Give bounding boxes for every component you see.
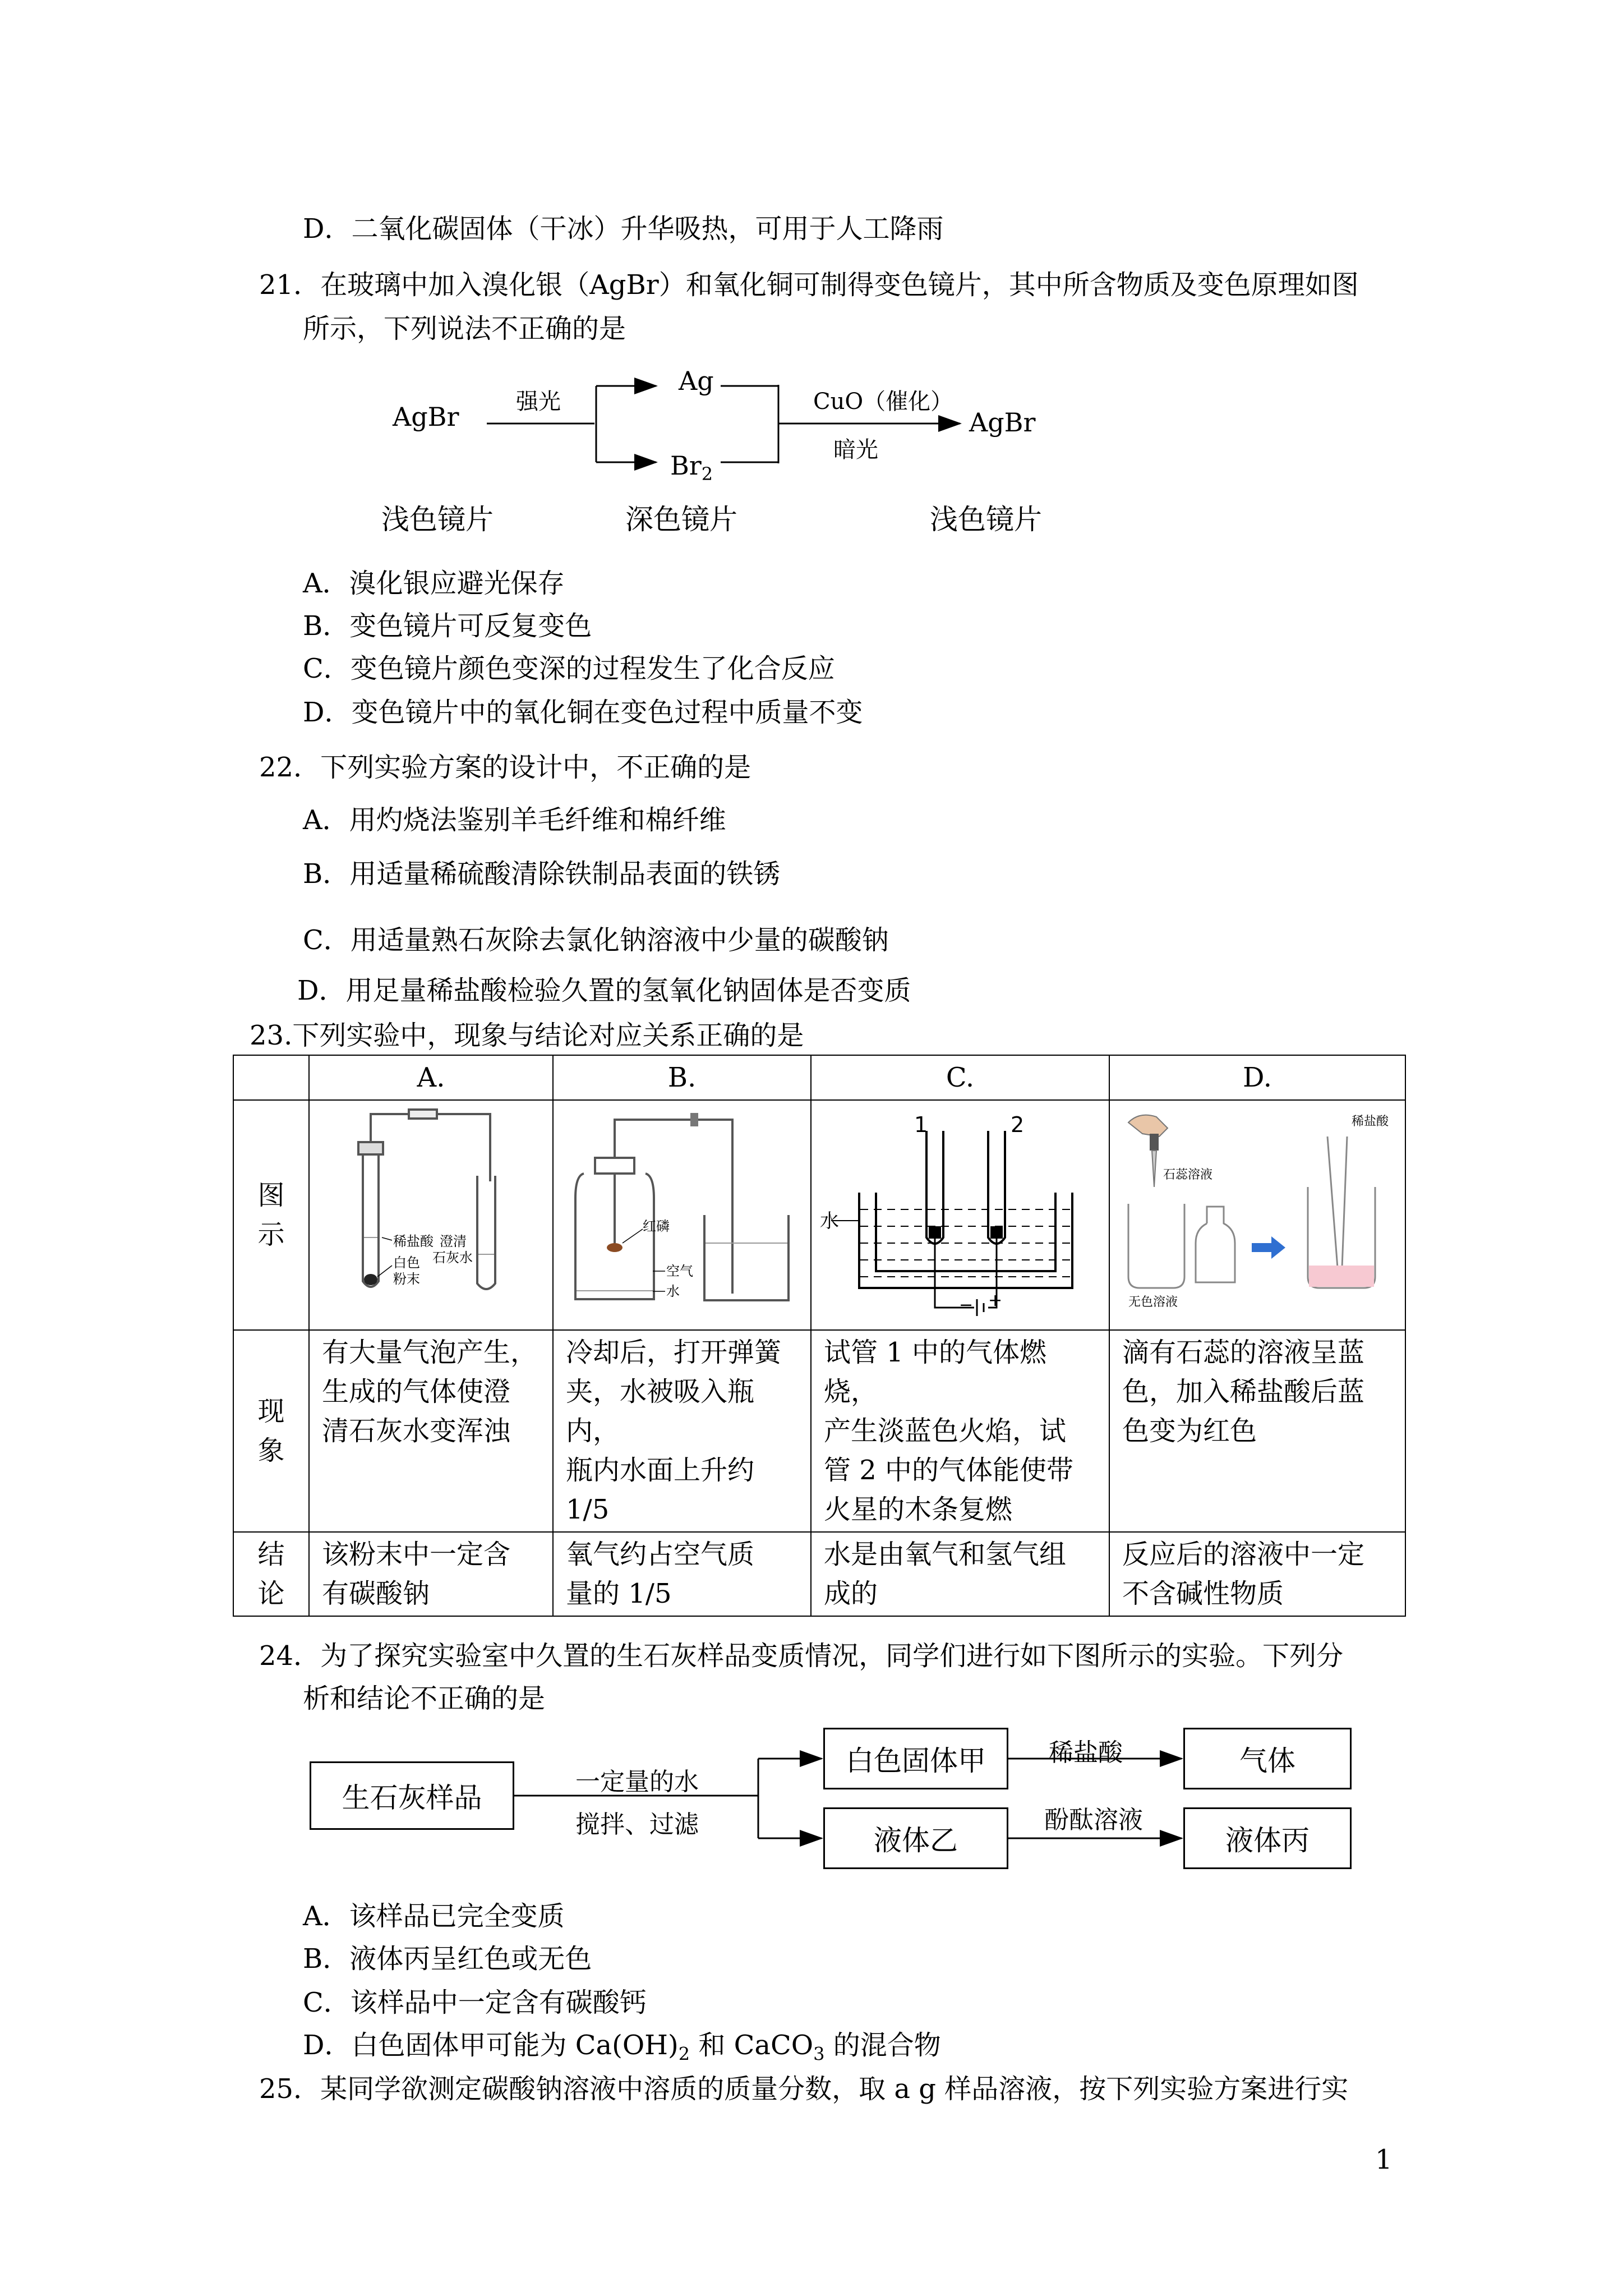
q21-cond-cuo: CuO（催化） <box>813 389 953 415</box>
q23-phenomenon-a: 有大量气泡产生， 生成的气体使澄 清石灰水变浑浊 <box>309 1330 553 1532</box>
q23-c-label-tube2: 2 <box>1011 1112 1025 1137</box>
q24-stem-line2: 析和结论不正确的是 <box>303 1683 546 1714</box>
q24-option-c: C．该样品中一定含有碳酸钙 <box>303 1987 647 2018</box>
q23-figure-row <box>233 1100 1405 1330</box>
q23-a-label-powder1: 白色 <box>393 1255 420 1271</box>
q21-option-d: D．变色镜片中的氧化铜在变色过程中质量不变 <box>303 697 863 728</box>
q23-header-blank <box>233 1055 309 1100</box>
q24-flow-arrows <box>0 1683 1623 1907</box>
q24-step1-top: 一定量的水 <box>575 1768 699 1796</box>
q23-figure-b <box>553 1100 811 1330</box>
q23-table <box>233 1055 1406 1617</box>
q21-option-c: C．变色镜片颜色变深的过程发生了化合反应 <box>303 653 835 684</box>
q23-conclusion-label: 结 论 <box>233 1532 309 1616</box>
q23-stem: 23.下列实验中，现象与结论对应关系正确的是 <box>250 1020 804 1051</box>
q23-apparatus-a <box>319 1103 543 1327</box>
q23-b-label-phos: 红磷 <box>643 1218 670 1234</box>
q21-option-a: A．溴化银应避光保存 <box>303 568 565 599</box>
q24-option-b: B．液体丙呈红色或无色 <box>303 1943 592 1975</box>
q20-option-d: D．二氧化碳固体（干冰）升华吸热，可用于人工降雨 <box>303 213 944 245</box>
q21-product-br2: $Br_2$ <box>670 450 713 485</box>
q23-figure-c <box>811 1100 1109 1330</box>
q21-label-light-right: 浅色镜片 <box>930 503 1042 536</box>
q22-option-b: B．用适量稀硫酸清除铁制品表面的铁锈 <box>303 858 781 890</box>
q23-apparatus-d <box>1117 1103 1398 1327</box>
q23-phenomenon-row <box>233 1330 1405 1532</box>
q24-box-solid: 白色固体甲 <box>823 1728 1008 1789</box>
q23-conclusion-row <box>233 1532 1405 1616</box>
q23-phenomenon-d: 滴有石蕊的溶液呈蓝 色，加入稀盐酸后蓝 色变为红色 <box>1109 1330 1405 1532</box>
q24-box-sample: 生石灰样品 <box>310 1761 514 1830</box>
q21-label-dark: 深色镜片 <box>625 503 737 536</box>
q23-figure-label: 图 示 <box>233 1100 309 1330</box>
q23-conclusion-a: 该粉末中一定含 有碳酸钠 <box>309 1532 553 1616</box>
q23-a-label-acid: 稀盐酸 <box>393 1234 434 1249</box>
q23-d-label-clear: 无色溶液 <box>1128 1295 1178 1309</box>
q21-cond-dark: 暗光 <box>833 437 878 463</box>
q21-reaction-arrows <box>0 0 1623 505</box>
q21-product-ag: Ag <box>679 366 714 396</box>
q23-conclusion-b: 氧气约占空气质 量的 1/5 <box>553 1532 811 1616</box>
q23-header-d: D. <box>1109 1055 1405 1100</box>
q23-figure-d <box>1109 1100 1405 1330</box>
q24-box-liquid-b: 液体乙 <box>823 1807 1008 1869</box>
q22-option-c: C．用适量熟石灰除去氯化钠溶液中少量的碳酸钠 <box>303 924 889 956</box>
q24-label-acid: 稀盐酸 <box>1049 1738 1123 1767</box>
q23-header-c: C. <box>811 1055 1109 1100</box>
q25-stem: 25．某同学欲测定碳酸钠溶液中溶质的质量分数，取 a g 样品溶液，按下列实验方案进行实 <box>259 2073 1349 2105</box>
q23-d-label-litmus: 石蕊溶液 <box>1163 1168 1213 1182</box>
q24-label-phenol: 酚酞溶液 <box>1044 1806 1143 1834</box>
q21-product-agbr: AgBr <box>969 407 1036 438</box>
q21-label-light-left: 浅色镜片 <box>381 503 494 536</box>
q24-box-gas: 气体 <box>1183 1728 1352 1789</box>
q22-stem: 22．下列实验方案的设计中，不正确的是 <box>259 752 751 783</box>
q23-header-row <box>233 1055 1405 1100</box>
q22-option-a: A．用灼烧法鉴别羊毛纤维和棉纤维 <box>303 804 726 836</box>
page-number: 1 <box>1375 2144 1393 2175</box>
q21-stem-line1: 21．在玻璃中加入溴化银（AgBr）和氧化铜可制得变色镜片，其中所含物质及变色原理如图 <box>259 269 1359 301</box>
q23-a-label-powder2: 粉末 <box>393 1271 420 1287</box>
q23-conclusion-c: 水是由氧气和氢气组 成的 <box>811 1532 1109 1616</box>
q23-header-b: B. <box>553 1055 811 1100</box>
q21-reactant: AgBr <box>393 402 459 432</box>
q21-cond-strong-light: 强光 <box>516 389 561 415</box>
q23-c-label-plus: + <box>988 1291 1003 1310</box>
q23-b-label-water: 水 <box>666 1283 680 1299</box>
q23-phenomenon-c: 试管 1 中的气体燃烧， 产生淡蓝色火焰，试 管 2 中的气体能使带 火星的木条复燃 <box>811 1330 1109 1532</box>
q23-conclusion-d: 反应后的溶液中一定 不含碱性物质 <box>1109 1532 1405 1616</box>
q21-stem-line2: 所示，下列说法不正确的是 <box>303 313 626 344</box>
q24-box-liquid-c: 液体丙 <box>1183 1807 1352 1869</box>
q24-option-d: D．白色固体甲可能为 $Ca(OH)_2$ 和 CaCO$_3$ 的混合物 <box>303 2030 941 2065</box>
q23-header-a: A. <box>309 1055 553 1100</box>
q22-option-d: D．用足量稀盐酸检验久置的氢氧化钠固体是否变质 <box>297 975 911 1006</box>
q23-b-label-air: 空气 <box>666 1263 693 1279</box>
q24-step1-bottom: 搅拌、过滤 <box>575 1810 699 1839</box>
q23-c-label-minus: − <box>959 1295 974 1315</box>
q21-option-b: B．变色镜片可反复变色 <box>303 610 592 642</box>
q24-stem-line1: 24．为了探究实验室中久置的生石灰样品变质情况，同学们进行如下图所示的实验。下列分 <box>259 1640 1344 1672</box>
q23-c-label-water: 水 <box>820 1210 839 1232</box>
q23-apparatus-b <box>559 1103 805 1327</box>
q23-figure-a <box>309 1100 553 1330</box>
q23-a-label-lime2: 石灰水 <box>432 1250 473 1266</box>
q23-phenomenon-label: 现 象 <box>233 1330 309 1532</box>
q23-phenomenon-b: 冷却后，打开弹簧 夹，水被吸入瓶内， 瓶内水面上升约 1/5 <box>553 1330 811 1532</box>
q23-d-label-acid: 稀盐酸 <box>1352 1115 1389 1129</box>
q23-a-label-lime1: 澄清 <box>439 1234 467 1249</box>
q24-option-a: A．该样品已完全变质 <box>303 1901 565 1932</box>
q23-apparatus-c <box>820 1103 1100 1327</box>
q23-c-label-tube1: 1 <box>914 1112 928 1137</box>
